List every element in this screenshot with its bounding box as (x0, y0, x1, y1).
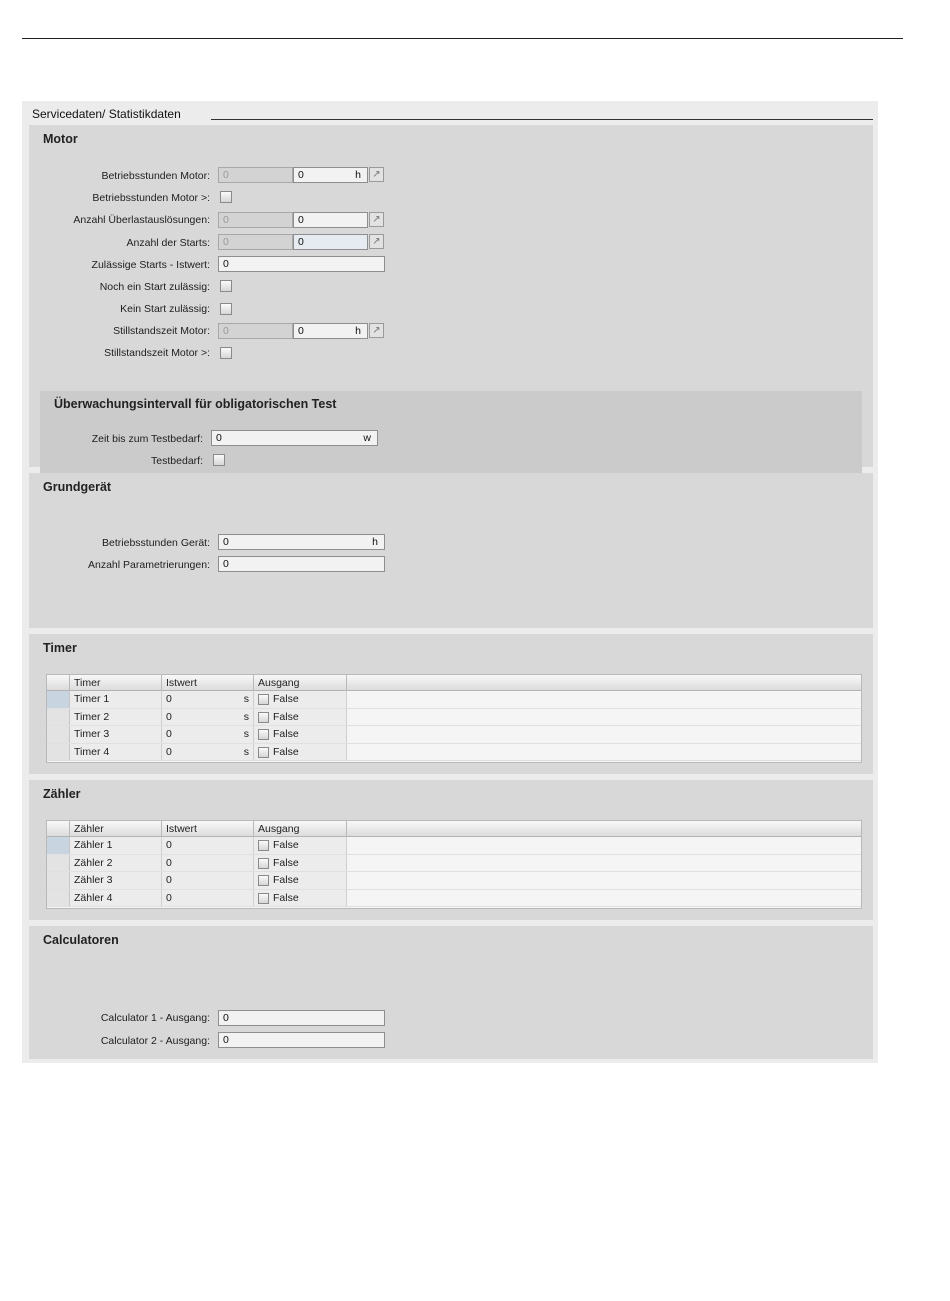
ueberlast-display: 0 (218, 212, 293, 228)
testbedarf-label: Testbedarf: (151, 455, 203, 467)
kein-start-label: Kein Start zulässig: (120, 303, 210, 315)
parametrierungen-label: Anzahl Parametrierungen: (88, 559, 210, 571)
zaehler-output: False (254, 837, 347, 854)
calculator-2-field[interactable]: 0 (218, 1032, 385, 1048)
servicedaten-panel (22, 101, 878, 1063)
stillstandszeit-display: 0 (218, 323, 293, 339)
table-row[interactable] (47, 744, 861, 762)
timer-value: 0 s (162, 744, 254, 761)
ueberwachungsintervall-section (40, 391, 862, 481)
table-row[interactable] (47, 837, 861, 855)
betriebsstunden-motor-input[interactable]: 0 h (293, 167, 368, 183)
output-checkbox[interactable] (258, 694, 269, 705)
zaehler-name: Zähler 1 (70, 837, 162, 854)
betriebsstunden-motor-gt-checkbox[interactable] (220, 191, 232, 203)
zaehler-name: Zähler 3 (70, 872, 162, 889)
table-row[interactable] (47, 691, 861, 709)
row-selector[interactable] (47, 691, 70, 708)
timer-name: Timer 2 (70, 709, 162, 726)
noch-ein-start-checkbox[interactable] (220, 280, 232, 292)
starts-input[interactable]: 0 (293, 234, 368, 250)
timer-output: False (254, 744, 347, 761)
timer-value: 0 s (162, 691, 254, 708)
row-selector[interactable] (47, 855, 70, 872)
output-checkbox[interactable] (258, 729, 269, 740)
zeit-testbedarf-field[interactable]: 0 w (211, 430, 378, 446)
page-header-rule (22, 38, 903, 39)
motor-section (29, 125, 873, 467)
timer-output: False (254, 691, 347, 708)
column-header-timer[interactable]: Timer (70, 675, 162, 691)
zulaessige-starts-label: Zulässige Starts - Istwert: (91, 259, 210, 271)
zaehler-name: Zähler 2 (70, 855, 162, 872)
pin-icon[interactable]: ↗ (369, 212, 384, 227)
timer-value: 0 s (162, 709, 254, 726)
table-row[interactable] (47, 726, 861, 744)
row-header-corner (47, 821, 70, 837)
stillstandszeit-input[interactable]: 0 h (293, 323, 368, 339)
column-header-ausgang[interactable]: Ausgang (254, 821, 347, 837)
motor-title: Motor (43, 132, 78, 146)
betriebsstunden-geraet-label: Betriebsstunden Gerät: (102, 537, 210, 549)
timer-name: Timer 1 (70, 691, 162, 708)
row-selector[interactable] (47, 726, 70, 743)
zaehler-output: False (254, 890, 347, 907)
pin-icon[interactable]: ↗ (369, 323, 384, 338)
parametrierungen-field[interactable]: 0 (218, 556, 385, 572)
calculator-1-field[interactable]: 0 (218, 1010, 385, 1026)
table-row[interactable] (47, 855, 861, 873)
stillstandszeit-gt-checkbox[interactable] (220, 347, 232, 359)
zaehler-section (29, 780, 873, 920)
zaehler-output: False (254, 855, 347, 872)
panel-title-rule (211, 119, 873, 120)
calculator-2-label: Calculator 2 - Ausgang: (100, 1035, 210, 1047)
testbedarf-checkbox[interactable] (213, 454, 225, 466)
timer-table-header (47, 675, 861, 691)
timer-output: False (254, 709, 347, 726)
output-checkbox[interactable] (258, 875, 269, 886)
zaehler-value: 0 (162, 855, 254, 872)
stillstandszeit-gt-label: Stillstandszeit Motor >: (104, 347, 210, 359)
timer-name: Timer 3 (70, 726, 162, 743)
table-row[interactable] (47, 872, 861, 890)
calculator-1-label: Calculator 1 - Ausgang: (100, 1012, 210, 1024)
output-checkbox[interactable] (258, 858, 269, 869)
betriebsstunden-motor-label: Betriebsstunden Motor: (101, 170, 210, 182)
row-selector[interactable] (47, 709, 70, 726)
row-header-corner (47, 675, 70, 691)
calculatoren-title: Calculatoren (43, 933, 119, 947)
starts-label: Anzahl der Starts: (126, 237, 210, 249)
ueberwachungsintervall-title: Überwachungsintervall für obligatorischen Test (54, 397, 337, 411)
row-selector[interactable] (47, 872, 70, 889)
noch-ein-start-label: Noch ein Start zulässig: (99, 281, 210, 293)
zaehler-table (46, 820, 862, 909)
row-selector[interactable] (47, 744, 70, 761)
timer-table (46, 674, 862, 763)
zaehler-value: 0 (162, 872, 254, 889)
timer-output: False (254, 726, 347, 743)
ueberlast-input[interactable]: 0 (293, 212, 368, 228)
output-checkbox[interactable] (258, 840, 269, 851)
timer-value: 0 s (162, 726, 254, 743)
zaehler-table-header (47, 821, 861, 837)
grundgeraet-title: Grundgerät (43, 480, 112, 494)
column-header-istwert[interactable]: Istwert (162, 675, 254, 691)
zeit-testbedarf-label: Zeit bis zum Testbedarf: (91, 433, 203, 445)
timer-section (29, 634, 873, 774)
table-row[interactable] (47, 890, 861, 908)
zulaessige-starts-field[interactable]: 0 (218, 256, 385, 272)
output-checkbox[interactable] (258, 712, 269, 723)
grundgeraet-section (29, 473, 873, 628)
column-header-ausgang[interactable]: Ausgang (254, 675, 347, 691)
pin-icon[interactable]: ↗ (369, 234, 384, 249)
panel-title: Servicedaten/ Statistikdaten (32, 107, 181, 121)
output-checkbox[interactable] (258, 747, 269, 758)
stillstandszeit-label: Stillstandszeit Motor: (113, 325, 210, 337)
starts-display: 0 (218, 234, 293, 250)
zaehler-value: 0 (162, 890, 254, 907)
betriebsstunden-geraet-field[interactable]: 0 h (218, 534, 385, 550)
calculatoren-section (29, 926, 873, 1059)
zaehler-name: Zähler 4 (70, 890, 162, 907)
output-checkbox[interactable] (258, 893, 269, 904)
row-selector[interactable] (47, 837, 70, 854)
row-selector[interactable] (47, 890, 70, 907)
zaehler-output: False (254, 872, 347, 889)
zaehler-title: Zähler (43, 787, 81, 801)
column-header-zaehler[interactable]: Zähler (70, 821, 162, 837)
column-header-istwert[interactable]: Istwert (162, 821, 254, 837)
ueberlast-label: Anzahl Überlastauslösungen: (73, 214, 210, 226)
betriebsstunden-motor-gt-label: Betriebsstunden Motor >: (92, 192, 210, 204)
timer-title: Timer (43, 641, 77, 655)
pin-icon[interactable]: ↗ (369, 167, 384, 182)
table-row[interactable] (47, 709, 861, 727)
kein-start-checkbox[interactable] (220, 303, 232, 315)
zaehler-value: 0 (162, 837, 254, 854)
betriebsstunden-motor-display: 0 (218, 167, 293, 183)
timer-name: Timer 4 (70, 744, 162, 761)
